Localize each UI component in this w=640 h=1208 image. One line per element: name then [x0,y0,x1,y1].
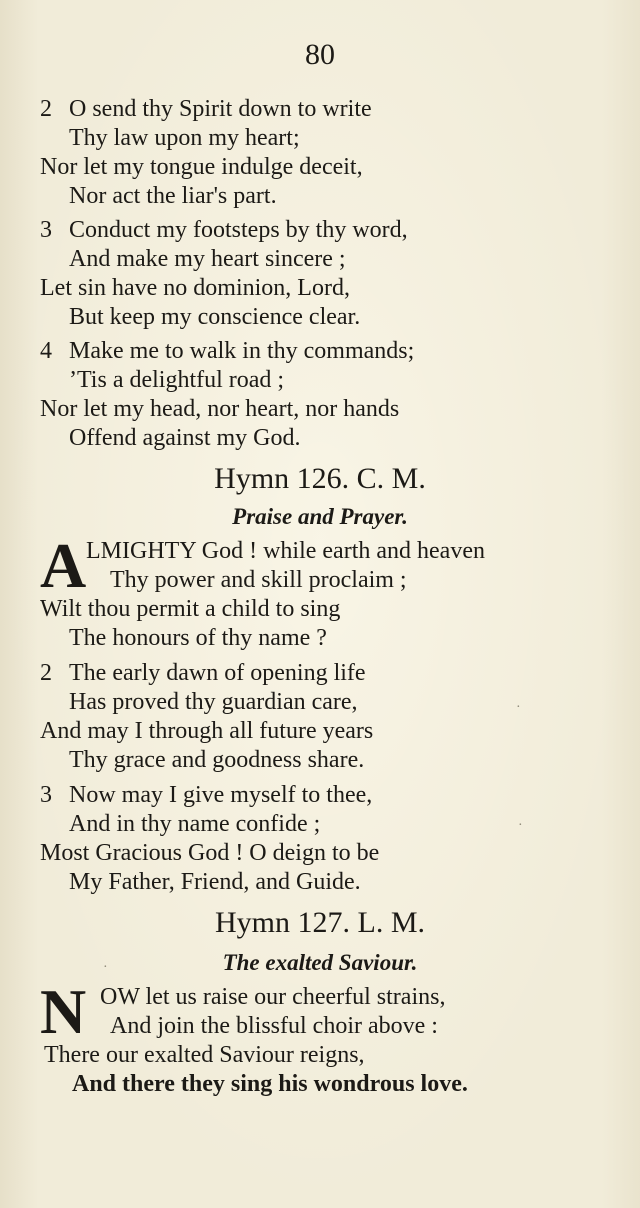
print-speck: · [103,960,108,975]
verse-line: LMIGHTY God ! while earth and heaven [86,538,485,564]
stanza-3 [40,216,620,332]
hymn-126-title: Hymn 126. C. M. [214,462,426,495]
hymn-126-subtitle: Praise and Prayer. [232,504,408,529]
verse-line: But keep my conscience clear. [69,304,361,330]
verse-line: And there they sing his wondrous love. [72,1071,468,1097]
hymn-126-stanza-3 [40,781,620,897]
verse-line: Wilt thou permit a child to sing [40,596,341,622]
verse-line: 2 The early dawn of opening life [40,660,366,686]
stanza-2 [40,95,620,211]
verse-line: Nor let my head, nor heart, nor hands [40,396,400,422]
drop-cap: A [40,530,87,601]
verse-line: Most Gracious God ! O deign to be [40,840,380,866]
verse-line: And in thy name confide ; [69,811,321,837]
hymn-126-stanza-1 [40,530,630,653]
verse-line: 4 Make me to walk in thy commands; [40,338,415,364]
verse-line: Offend against my God. [69,425,301,451]
page-number: 80 [305,38,335,71]
verse-line: Thy power and skill proclaim ; [110,567,407,593]
verse-line: And join the blissful choir above : [110,1013,438,1039]
verse-number: 2 [40,660,52,686]
drop-cap: N [40,976,87,1047]
verse-line: The honours of thy name ? [69,625,327,651]
verse-line: Has proved thy guardian care, [69,689,358,715]
verse-line: Let sin have no dominion, Lord, [40,275,350,301]
verse-line: And make my heart sincere ; [69,246,346,272]
verse-line: OW let us raise our cheerful strains, [100,984,446,1010]
hymn-127-title: Hymn 127. L. M. [215,906,425,939]
verse-line: Thy law upon my heart; [69,125,300,151]
verse-number: 4 [40,338,52,364]
verse-line: 3 Conduct my footsteps by thy word, [40,217,408,243]
verse-line: Nor let my tongue indulge deceit, [40,154,363,180]
hymn-127-stanza-1 [40,976,630,1099]
verse-number: 3 [40,782,52,808]
verse-line: 3 Now may I give myself to thee, [40,782,373,808]
print-speck: · [516,700,521,715]
verse-line: Nor act the liar's part. [69,183,277,209]
verse-line: 2 O send thy Spirit down to write [40,96,372,122]
verse-line: There our exalted Saviour reigns, [44,1042,365,1068]
verse-line: ’Tis a delightful road ; [69,367,285,393]
verse-number: 2 [40,96,52,122]
hymn-127-subtitle: The exalted Saviour. [222,950,418,975]
verse-line: My Father, Friend, and Guide. [69,869,361,895]
verse-line: Thy grace and goodness share. [69,747,365,773]
print-speck: · [518,818,523,833]
stanza-4 [40,337,620,453]
hymn-126-stanza-2 [40,659,620,775]
verse-line: And may I through all future years [40,718,374,744]
verse-number: 3 [40,217,52,243]
